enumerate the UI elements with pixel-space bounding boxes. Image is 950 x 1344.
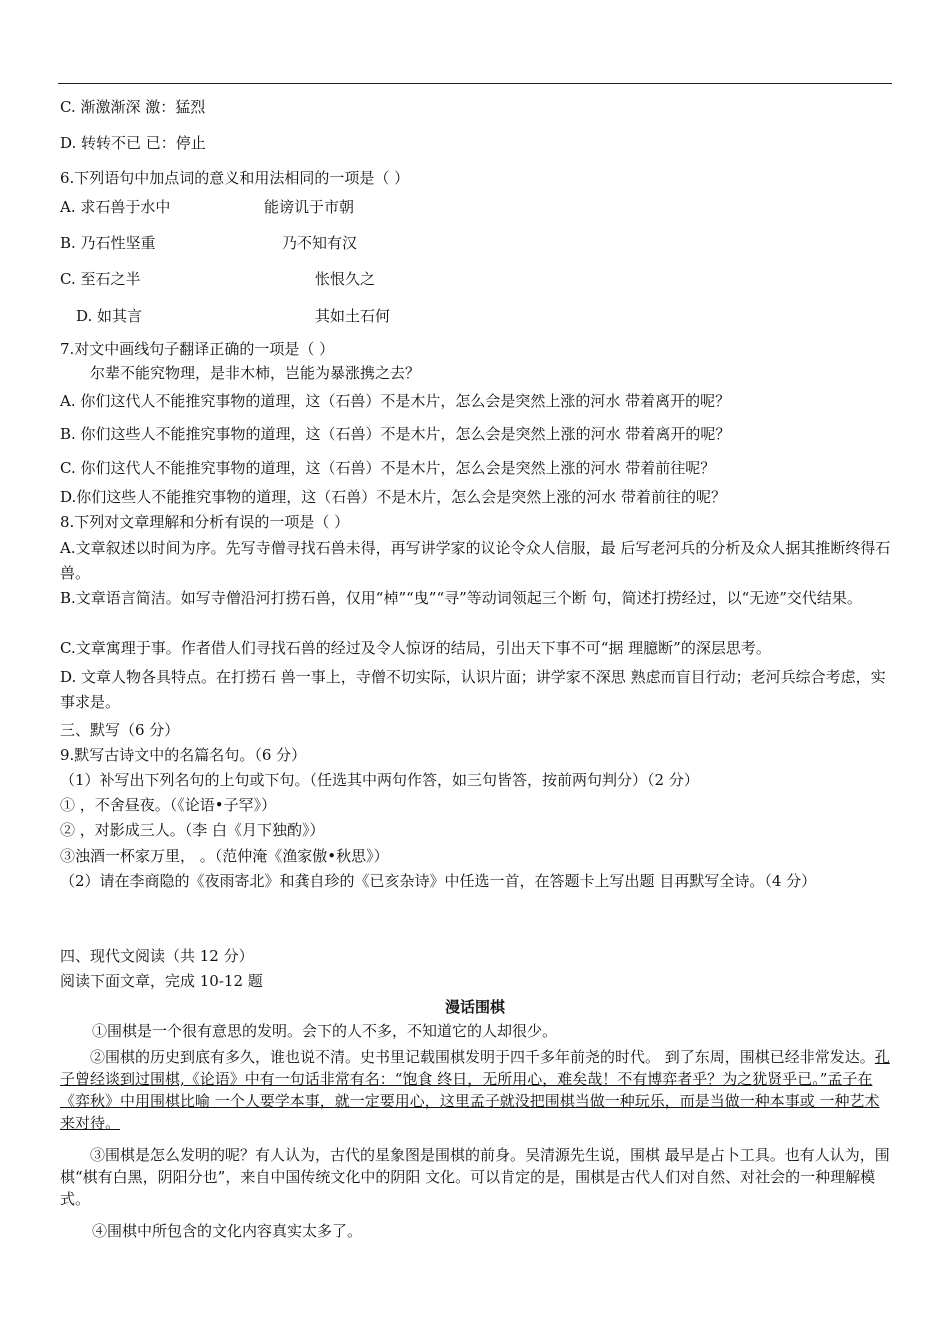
q6-option-c-pair: 怅恨久之 (315, 270, 376, 288)
q7-sentence: 尔辈不能究物理，是非木柿，岂能为暴涨携之去？ (90, 364, 421, 382)
header-rule (58, 83, 892, 84)
q7-option-d: D.你们这些人不能推究事物的道理，这（石兽）不是木片，怎么会是突然上涨的河水 带着前往的呢？ (60, 488, 727, 506)
option-c-5: C. 渐激渐深 激：猛烈 (60, 98, 206, 116)
q6-option-c: C. 至石之半 (60, 270, 141, 288)
paragraph-1: ①围棋是一个很有意思的发明。会下的人不多，不知道它的人却很少。 (92, 1022, 558, 1040)
q7-option-a: A. 你们这代人不能推究事物的道理，这（石兽）不是木片，怎么会是突然上涨的河水 带着离开的呢？ (60, 392, 731, 410)
q9-blank-2: ② ，对影成三人。（李 白《月下独酌》） (60, 821, 325, 839)
q6-option-a: A. 求石兽于水中 (60, 198, 171, 216)
article-title: 漫话围棋 (444, 998, 505, 1016)
q9-part-1: （1）补写出下列名句的上句或下句。（任选其中两句作答，如三句皆答，按前两句判分）（2 分） (60, 771, 699, 789)
q7-option-c: C. 你们这代人不能推究事物的道理，这（石兽）不是木片，怎么会是突然上涨的河水 带着前往呢？ (60, 459, 716, 477)
question-6: 6.下列语句中加点词的意义和用法相同的一项是（ ） (60, 169, 410, 187)
q8-option-c: C.文章寓理于事。作者借人们寻找石兽的经过及令人惊讶的结局，引出天下事不可“据 理臆断”的深层思考。 (60, 639, 771, 657)
q6-option-b: B. 乃石性坚重 (60, 234, 156, 252)
section-4-instruction: 阅读下面文章，完成 10-12 题 (60, 972, 263, 990)
paragraph-2 (60, 1046, 892, 1134)
q8-option-a: A.文章叙述以时间为序。先写寺僧寻找石兽未得，再写讲学家的议论令众人信服，最 后写老河兵的分析及众人据其推断终得石兽。 (60, 539, 891, 582)
q6-option-d-pair: 其如土石何 (315, 307, 391, 325)
underlined-passage: 孔子曾经谈到过围棋,《论语》中有一句话非常有名：“饱食 终日，无所用心，难矣哉！不有博弈者乎？为之犹贤乎已。”孟子在《弈秋》中用围棋比喻 一个人要学本事，就一定要用心，这里孟子就没把围棋当做一种玩乐，而是当做一种本事或 一种艺术来对待。 (60, 1048, 890, 1132)
question-8: 8.下列对文章理解和分析有误的一项是（ ） (60, 513, 350, 531)
q8-option-d: D. 文章人物各具特点。在打捞石 兽一事上，寺僧不切实际，认识片面；讲学家不深思 熟虑而盲目行动；老河兵综合考虑，实事求是。 (60, 668, 886, 711)
q7-option-b: B. 你们这些人不能推究事物的道理，这（石兽）不是木片，怎么会是突然上涨的河水 带着离开的呢？ (60, 425, 731, 443)
section-3-heading: 三、默写（6 分） (60, 721, 180, 739)
paragraph-2-text: ②围棋的历史到底有多久，谁也说不清。史书里记载围棋发明于四千多年前尧的时代。 到了东周，围棋已经非常发达。 (90, 1048, 875, 1066)
paragraph-4: ④围棋中所包含的文化内容真实太多了。 (92, 1222, 363, 1240)
q6-option-d: D. 如其言 (76, 307, 143, 325)
q6-option-b-pair: 乃不知有汉 (282, 234, 358, 252)
option-d-5: D. 转转不已 已：停止 (60, 134, 206, 152)
question-7: 7.对文中画线句子翻译正确的一项是（ ） (60, 340, 335, 358)
q9-blank-1: ① ，不舍昼夜。（《论语•子罕》） (60, 796, 277, 814)
q8-option-b: B.文章语言简洁。如写寺僧沿河打捞石兽，仅用“棹”“曳”“寻”等动词领起三个断 句，简述打捞经过，以“无迹”交代结果。 (60, 589, 862, 607)
section-4-heading: 四、现代文阅读（共 12 分） (60, 947, 254, 965)
q6-option-a-pair: 能谤讥于市朝 (264, 198, 355, 216)
q9-part-2: （2）请在李商隐的《夜雨寄北》和龚自珍的《已亥杂诗》中任选一首，在答题卡上写出题 目再默写全诗。（4 分） (60, 872, 817, 890)
question-9: 9.默写古诗文中的名篇名句。（6 分） (60, 746, 307, 764)
paragraph-3: ③围棋是怎么发明的呢？有人认为，古代的星象图是围棋的前身。吴清源先生说，围棋 最早是占卜工具。也有人认为，围棋“棋有白黑，阴阳分也”，来自中国传统文化中的阴阳 文化。可以肯定的是，围棋是古代人们对自然、对社会的一种理解模式。 (60, 1146, 890, 1208)
q9-blank-3: ③浊酒一杯家万里， 。（范仲淹《渔家傲•秋思》） (60, 847, 389, 865)
